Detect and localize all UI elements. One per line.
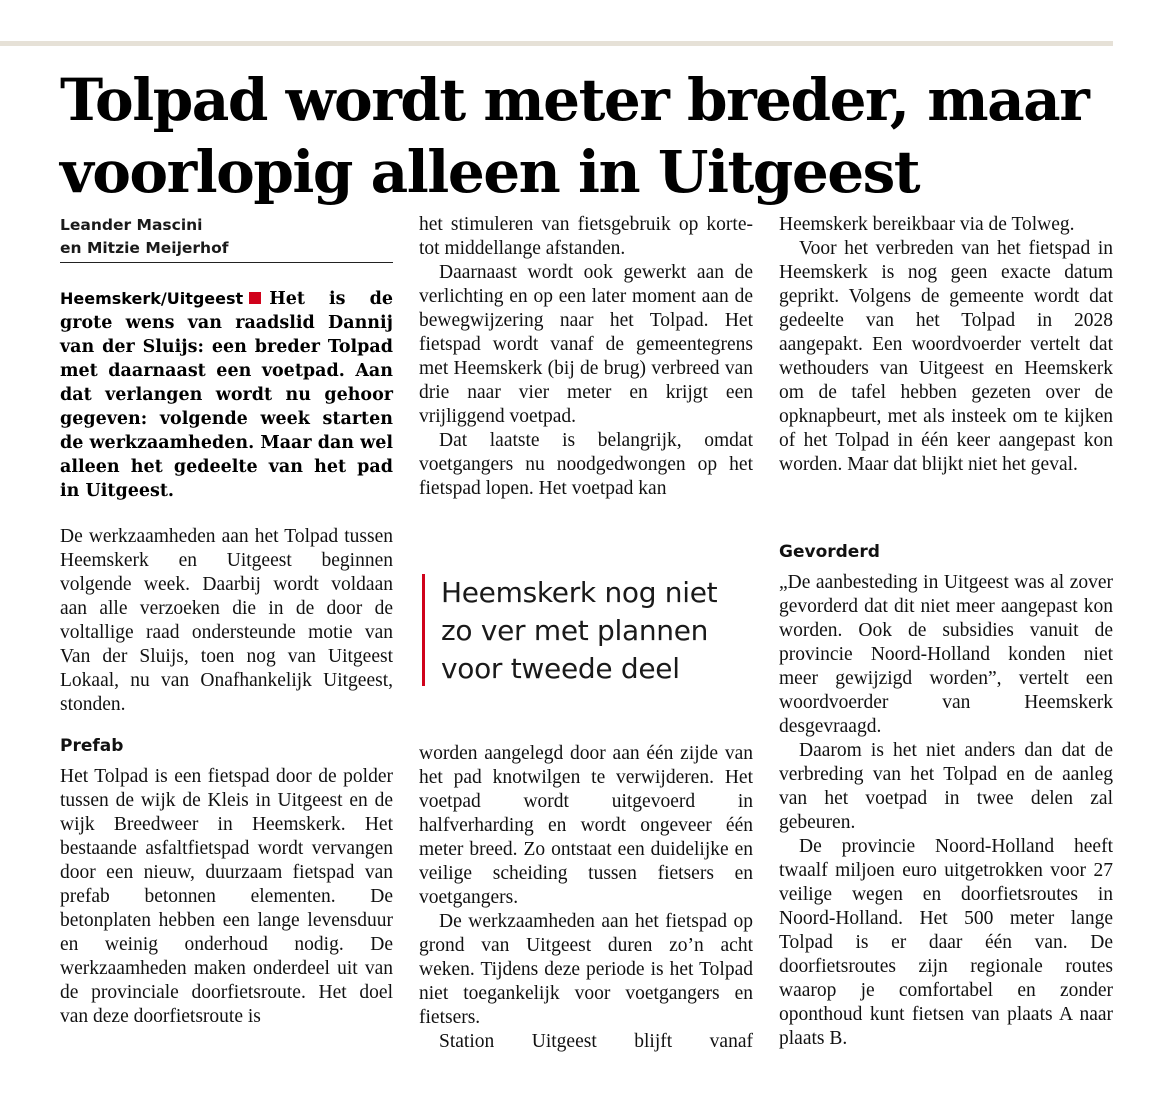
subhead-gevorderd: Gevorderd <box>779 542 880 562</box>
body-paragraph: Station Uitgeest blijft vanaf <box>439 1031 753 1052</box>
body-paragraph: Daarom is het niet anders dan dat de verbreding van het Tolpad en de aanleg van het voetpad in twee delen zal gebeuren. <box>779 740 1113 833</box>
body-paragraph: worden aangelegd door aan één zijde van het pad knotwilgen te verwijderen. Het voetpad wordt uitgevoerd in halfverharding en wordt ongeveer één meter breed. Zo ontstaat een duidelijke en veilige scheiding tussen fietsers en voetgangers. <box>419 743 753 908</box>
headline <box>60 64 1120 208</box>
pull-quote-line-1: Heemskerk nog niet <box>441 576 718 609</box>
column-2-body-a <box>419 213 753 501</box>
body-paragraph: De werkzaamheden aan het fietspad op grond van Uitgeest duren zo’n acht weken. Tijdens deze periode is het Tolpad niet toegankelijk voor voetgangers en fietsers. <box>419 911 753 1028</box>
pull-quote-line-3: voor tweede deel <box>441 652 680 685</box>
byline <box>60 214 393 260</box>
column-2-body-b <box>419 742 753 1054</box>
body-paragraph: De werkzaamheden aan het Tolpad tussen Heemskerk en Uitgeest beginnen volgende week. Daarbij wordt voldaan aan alle verzoeken die in de door de voltallige raad ondersteunde motie van Van der Sluijs, toen nog van Uitgeest Lokaal, nu van Onafhankelijk Uitgeest, stonden. <box>60 526 393 715</box>
body-paragraph: Daarnaast wordt ook gewerkt aan de verlichting en op een later moment aan de bewegwijzering naar het Tolpad. Het fietspad wordt vanaf de gemeentegrens met Heemskerk (bij de brug) verbreed van drie naar vier meter en krijgt een vrijliggend voetpad. <box>419 262 753 427</box>
headline-line-2: voorlopig alleen in Uitgeest <box>60 138 920 206</box>
lead-paragraph <box>60 287 393 503</box>
red-square-icon <box>249 292 261 304</box>
body-paragraph: Heemskerk bereikbaar via de Tolweg. <box>779 214 1075 235</box>
column-1-body-b <box>60 765 393 1029</box>
pull-quote <box>422 574 762 686</box>
body-paragraph: Dat laatste is belangrijk, omdat voetgangers nu noodgedwongen op het fietspad lopen. Het voetpad kan <box>419 430 753 499</box>
dateline: Heemskerk/Uitgeest <box>60 289 244 308</box>
subhead-prefab: Prefab <box>60 736 124 756</box>
headline-line-1: Tolpad wordt meter breder, maar <box>60 66 1089 134</box>
column-1-body-a <box>60 525 393 717</box>
pull-quote-line-2: zo ver met plannen <box>441 614 709 647</box>
body-paragraph: De provincie Noord-Holland heeft twaalf miljoen euro uitgetrokken voor 27 veilige wegen en doorfietsroutes in Noord-Holland. Het 500 meter lange Tolpad is er daar één van. De doorfietsroutes zijn regionale routes waarop je comfortabel en zonder oponthoud kunt fietsen van plaats A naar plaats B. <box>779 836 1113 1049</box>
author-line-1: Leander Mascini <box>60 216 203 234</box>
top-rule <box>0 41 1113 46</box>
body-paragraph: Het Tolpad is een fietspad door de polder tussen de wijk de Kleis in Uitgeest en de wijk Breedweer in Heemskerk. Het bestaande asfaltfietspad wordt vervangen door een nieuw, duurzaam fietspad van prefab betonnen elementen. De betonplaten hebben een lange levensduur en weinig onderhoud nodig. De werkzaamheden maken onderdeel uit van de provinciale doorfietsroute. Het doel van deze doorfietsroute is <box>60 766 393 1027</box>
body-paragraph: „De aanbesteding in Uitgeest was al zover gevorderd dat dit niet meer aangepast kon worden. Ook de subsidies vanuit de provincie Noord-Holland konden niet meer gewijzigd worden”, vertelt een woordvoerder van Heemskerk desgevraagd. <box>779 572 1113 737</box>
author-line-2: en Mitzie Meijerhof <box>60 239 229 257</box>
body-paragraph: Voor het verbreden van het fietspad in Heemskerk is nog geen exacte datum geprikt. Volgens de gemeente wordt dat gedeelte van het Tolpad in 2028 aangepakt. Een woordvoerder vertelt dat wethouders van Uitgeest en Heemskerk om de tafel hebben gezeten over de opknapbeurt, met als insteek om te kijken of het Tolpad in één keer aangepast kon worden. Maar dat blijkt niet het geval. <box>779 238 1113 475</box>
lead-text: Het is de grote wens van raadslid Dannij van der Sluijs: een breder Tolpad met daarnaast een voetpad. Aan dat verlangen wordt nu gehoor gegeven: volgende week starten de werkzaamheden. Maar dan wel alleen het gedeelte van het pad in Uitgeest. <box>60 289 393 501</box>
body-paragraph: het stimuleren van fietsgebruik op korte- tot middellange afstanden. <box>419 214 753 259</box>
byline-rule <box>60 262 393 263</box>
column-3-body-b <box>779 571 1113 1051</box>
column-3-body-a <box>779 213 1113 477</box>
